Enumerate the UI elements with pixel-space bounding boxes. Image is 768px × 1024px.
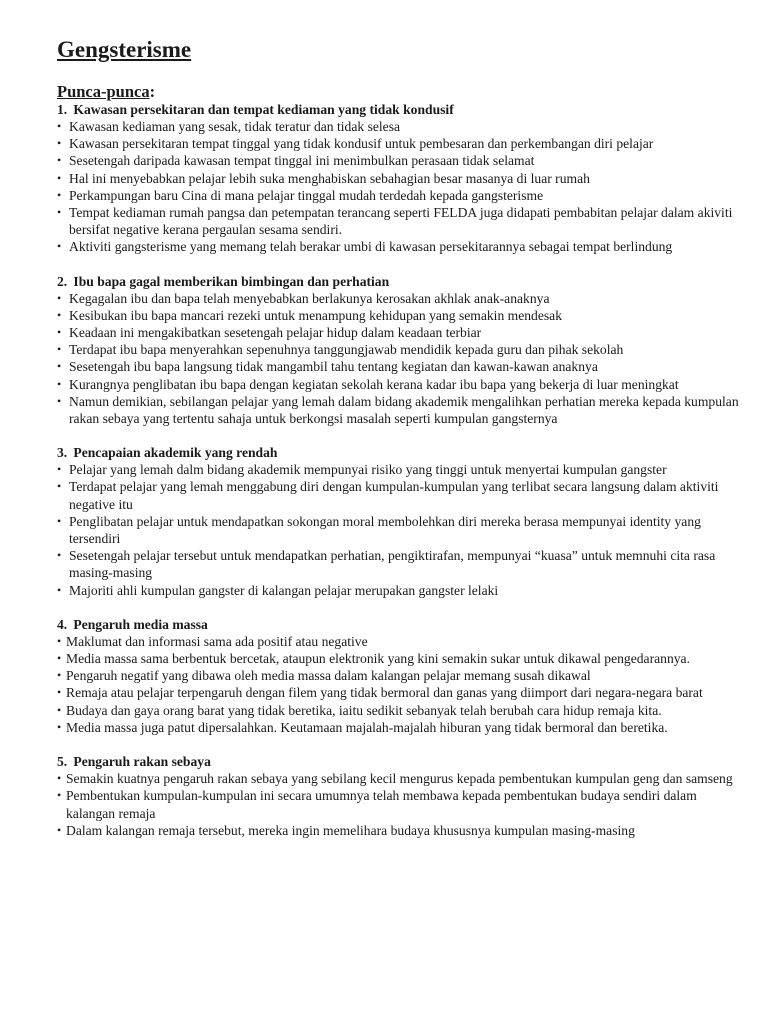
list-item-text: Sesetengah pelajar tersebut untuk mendapatkan perhatian, pengiktirafan, mempunyai “kuasa” untuk memnuhi cita rasa masing-masing xyxy=(69,548,716,581)
list-item-text: Pembentukan kumpulan-kumpulan ini secara umumnya telah membawa kepada pembentukan budaya sendiri dalam kalangan remaja xyxy=(66,788,697,821)
list-item-text: Tempat kediaman rumah pangsa dan petempatan terancang seperti FELDA juga didapati pembabitan pelajar dalam akiviti bersifat negative kerana pergaulan sesama sendiri. xyxy=(69,205,733,238)
section-heading-text: Ibu bapa gagal memberikan bimbingan dan perhatian xyxy=(70,273,390,289)
list-item xyxy=(57,170,747,187)
bullet-icon: • xyxy=(57,376,62,391)
list-item-text: Sesetengah ibu bapa langsung tidak mangambil tahu tentang kegiatan dan kawan-kawan anaknya xyxy=(69,359,598,375)
bullet-icon: • xyxy=(57,651,62,666)
section-number: 3. xyxy=(57,445,68,461)
bullet-icon: • xyxy=(57,668,62,683)
bullet-icon: • xyxy=(57,788,62,803)
list-item-text: Terdapat pelajar yang lemah menggabung diri dengan kumpulan-kumpulan yang terlibat secara langsung dalam aktiviti negative itu xyxy=(69,479,719,512)
section-number: 4. xyxy=(57,616,68,632)
bullet-icon: • xyxy=(57,170,62,185)
list-item xyxy=(57,324,747,341)
subtitle-colon: : xyxy=(149,82,156,101)
list-item-text: Sesetengah daripada kawasan tempat tinggal ini menimbulkan perasaan tidak selamat xyxy=(69,153,535,169)
section-heading xyxy=(57,101,747,118)
list-item-text: Kurangnya penglibatan ibu bapa dengan kegiatan sekolah kerana kadar ibu bapa yang bekerja di luar meningkat xyxy=(69,376,679,392)
list-item xyxy=(57,667,747,684)
list-item-text: Semakin kuatnya pengaruh rakan sebaya yang sebilang kecil mengurus kepada pembentukan kumpulan geng dan samseng xyxy=(66,771,733,787)
bullet-icon: • xyxy=(57,719,62,734)
list-item xyxy=(57,684,747,701)
list-item xyxy=(57,582,747,599)
bullet-icon: • xyxy=(57,633,62,648)
bullet-icon: • xyxy=(57,393,62,408)
list-item-text: Dalam kalangan remaja tersebut, mereka ingin memelihara budaya khususnya kumpulan masing-masing xyxy=(66,822,635,838)
list-item-text: Penglibatan pelajar untuk mendapatkan sokongan moral membolehkan diri mereka berasa mempunyai identity yang tersendiri xyxy=(69,513,701,547)
list-item-text: Perkampungan baru Cina di mana pelajar tinggal mudah terdedah kepada gangsterisme xyxy=(69,187,544,203)
list-item-text: Terdapat ibu bapa menyerahkan sepenuhnya tanggungjawab mendidik kepada guru dan pihak sekolah xyxy=(69,342,624,358)
bullet-list xyxy=(57,770,747,839)
list-item-text: Kesibukan ibu bapa mancari rezeki untuk menampung kehidupan yang semakin mendesak xyxy=(69,307,562,323)
bullet-icon: • xyxy=(57,307,62,322)
list-item xyxy=(57,787,747,821)
list-item-text: Media massa juga patut dipersalahkan. Keutamaan majalah-majalah hiburan yang tidak bermoral dan beretika. xyxy=(66,719,668,735)
section-heading-text: Pengaruh media massa xyxy=(70,616,208,632)
bullet-icon: • xyxy=(57,359,62,374)
list-item xyxy=(57,633,747,650)
bullet-list xyxy=(57,633,747,736)
section-heading-text: Pengaruh rakan sebaya xyxy=(70,754,211,770)
section-number: 5. xyxy=(57,754,68,770)
list-item-text: Hal ini menyebabkan pelajar lebih suka menghabiskan sebahagian besar masanya di luar rumah xyxy=(69,170,590,186)
list-item xyxy=(57,204,747,238)
list-item xyxy=(57,393,747,427)
bullet-icon: • xyxy=(57,187,62,202)
list-item xyxy=(57,547,747,581)
document-page xyxy=(57,36,747,856)
document-title: Gengsterisme xyxy=(57,37,192,62)
list-item xyxy=(57,513,747,547)
list-item-text: Maklumat dan informasi sama ada positif atau negative xyxy=(66,633,368,649)
list-item xyxy=(57,770,747,787)
section-number: 1. xyxy=(57,102,68,117)
list-item-text: Remaja atau pelajar terpengaruh dengan filem yang tidak bermoral dan ganas yang diimport dari negara-negara barat xyxy=(66,685,703,701)
bullet-icon: • xyxy=(57,290,62,305)
sections-container xyxy=(57,101,747,839)
section-heading-text: Pencapaian akademik yang rendah xyxy=(70,445,278,461)
list-item xyxy=(57,358,747,375)
subtitle-text: Punca-punca xyxy=(57,82,150,101)
bullet-icon: • xyxy=(57,205,62,220)
list-item xyxy=(57,650,747,667)
bullet-icon: • xyxy=(57,513,62,528)
list-item xyxy=(57,290,747,307)
section-number: 2. xyxy=(57,273,68,289)
bullet-icon: • xyxy=(57,479,62,494)
bullet-icon: • xyxy=(57,153,62,168)
list-item-text: Budaya dan gaya orang barat yang tidak beretika, iaitu sedikit sebanyak telah berubah cara hidup remaja kita. xyxy=(66,702,662,718)
list-item xyxy=(57,719,747,736)
list-item-text: Majoriti ahli kumpulan gangster di kalangan pelajar merupakan gangster lelaki xyxy=(69,582,499,598)
section-4 xyxy=(57,616,747,736)
list-item-text: Media massa sama berbentuk bercetak, ataupun elektronik yang kini semakin sukar untuk dikawal pengedarannya. xyxy=(66,651,690,667)
bullet-icon: • xyxy=(57,239,62,254)
bullet-icon: • xyxy=(57,771,62,786)
bullet-icon: • xyxy=(57,136,62,151)
list-item-text: Namun demikian, sebilangan pelajar yang lemah dalam bidang akademik mengalihkan perhatian mereka kepada kumpulan rakan sebaya yang tertentu sahaja untuk berkongsi masalah seperti kumpulan gangsternya xyxy=(69,393,739,427)
bullet-icon: • xyxy=(57,462,62,477)
bullet-icon: • xyxy=(57,582,62,597)
list-item xyxy=(57,118,747,135)
bullet-list xyxy=(57,461,747,599)
section-heading xyxy=(57,616,747,633)
bullet-icon: • xyxy=(57,325,62,340)
section-heading xyxy=(57,444,747,461)
section-heading-text: Kawasan persekitaran dan tempat kediaman yang tidak kondusif xyxy=(70,102,454,117)
list-item xyxy=(57,187,747,204)
list-item-text: Aktiviti gangsterisme yang memang telah berakar umbi di kawasan persekitarannya sebagai tempat berlindung xyxy=(69,239,673,255)
list-item xyxy=(57,822,747,839)
bullet-icon: • xyxy=(57,342,62,357)
section-3 xyxy=(57,444,747,599)
list-item xyxy=(57,376,747,393)
list-item xyxy=(57,307,747,324)
list-item-text: Kawasan persekitaran tempat tinggal yang tidak kondusif untuk pembesaran dan perkembangan diri pelajar xyxy=(69,136,654,152)
section-subtitle xyxy=(57,82,747,101)
bullet-icon: • xyxy=(57,702,62,717)
bullet-icon: • xyxy=(57,822,62,837)
bullet-list xyxy=(57,118,747,256)
list-item-text: Keadaan ini mengakibatkan sesetengah pelajar hidup dalam keadaan terbiar xyxy=(69,325,482,341)
list-item-text: Pengaruh negatif yang dibawa oleh media massa dalam kalangan pelajar memang susah dikawal xyxy=(66,668,591,684)
bullet-icon: • xyxy=(57,548,62,563)
bullet-icon: • xyxy=(57,119,62,133)
section-heading xyxy=(57,273,747,290)
section-heading xyxy=(57,753,747,770)
list-item-text: Pelajar yang lemah dalm bidang akademik mempunyai risiko yang tinggi untuk menyertai kumpulan gangster xyxy=(69,462,667,478)
list-item xyxy=(57,478,747,512)
list-item xyxy=(57,341,747,358)
list-item-text: Kawasan kediaman yang sesak, tidak teratur dan tidak selesa xyxy=(69,119,401,134)
bullet-list xyxy=(57,290,747,428)
list-item xyxy=(57,135,747,152)
section-1 xyxy=(57,101,747,256)
list-item xyxy=(57,238,747,255)
list-item xyxy=(57,461,747,478)
list-item xyxy=(57,152,747,169)
section-5 xyxy=(57,753,747,839)
list-item-text: Kegagalan ibu dan bapa telah menyebabkan berlakunya kerosakan akhlak anak-anaknya xyxy=(69,290,550,306)
list-item xyxy=(57,702,747,719)
section-2 xyxy=(57,273,747,428)
bullet-icon: • xyxy=(57,685,62,700)
